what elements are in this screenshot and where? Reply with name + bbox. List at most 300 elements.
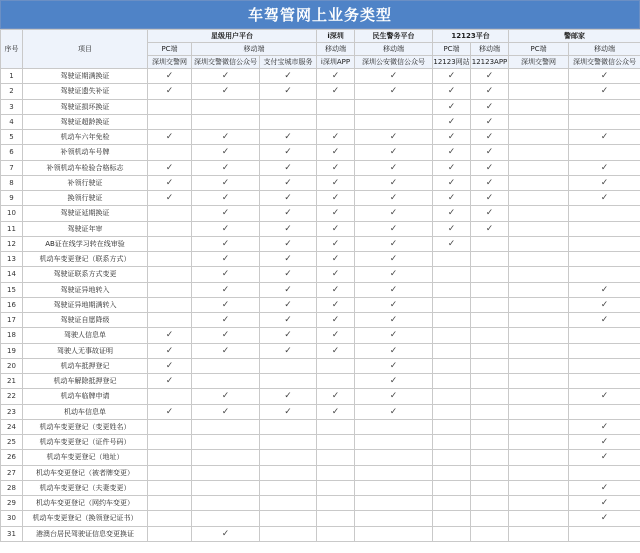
empty-cell (569, 358, 640, 373)
group-minsheng: 民生警务平台 (355, 30, 433, 43)
check-mark-icon: ✓ (355, 175, 433, 190)
empty-cell (192, 374, 260, 389)
table-row (1, 145, 640, 160)
empty-cell (148, 419, 192, 434)
empty-cell (471, 297, 509, 312)
check-mark-icon: ✓ (192, 343, 260, 358)
check-mark-icon: ✓ (317, 191, 355, 206)
check-mark-icon: ✓ (355, 267, 433, 282)
empty-cell (433, 435, 471, 450)
empty-cell (471, 252, 509, 267)
table-row (1, 252, 640, 267)
empty-cell (569, 374, 640, 389)
empty-cell (569, 343, 640, 358)
empty-cell (509, 221, 569, 236)
check-mark-icon: ✓ (192, 160, 260, 175)
row-item: 机动车抵押登记 (23, 358, 148, 373)
empty-cell (433, 480, 471, 495)
empty-cell (260, 374, 317, 389)
row-number: 31 (1, 526, 23, 541)
row-number: 29 (1, 496, 23, 511)
row-item: 驾驶证遗失补证 (23, 84, 148, 99)
check-mark-icon: ✓ (148, 328, 192, 343)
check-mark-icon: ✓ (355, 389, 433, 404)
empty-cell (260, 465, 317, 480)
check-mark-icon: ✓ (317, 404, 355, 419)
check-mark-icon: ✓ (260, 221, 317, 236)
check-mark-icon: ✓ (569, 389, 640, 404)
empty-cell (471, 328, 509, 343)
check-mark-icon: ✓ (148, 69, 192, 84)
check-mark-icon: ✓ (260, 404, 317, 419)
check-mark-icon: ✓ (433, 175, 471, 190)
empty-cell (569, 526, 640, 541)
row-number: 16 (1, 297, 23, 312)
check-mark-icon: ✓ (355, 236, 433, 251)
empty-cell (569, 99, 640, 114)
check-mark-icon: ✓ (355, 69, 433, 84)
empty-cell (509, 114, 569, 129)
check-mark-icon: ✓ (192, 206, 260, 221)
empty-cell (509, 69, 569, 84)
empty-cell (509, 252, 569, 267)
check-mark-icon: ✓ (317, 236, 355, 251)
table-row (1, 343, 640, 358)
empty-cell (509, 511, 569, 526)
empty-cell (148, 236, 192, 251)
check-mark-icon: ✓ (355, 328, 433, 343)
row-item: 驾驶证异地期满转入 (23, 297, 148, 312)
table-row (1, 404, 640, 419)
row-item: 驾驶人无事故证明 (23, 343, 148, 358)
row-number: 13 (1, 252, 23, 267)
row-item: 机动车变更登记（换领登记证书） (23, 511, 148, 526)
empty-cell (260, 435, 317, 450)
empty-cell (260, 526, 317, 541)
subgroup-mobile: 移动端 (471, 43, 509, 56)
empty-cell (509, 343, 569, 358)
group-jingyoujia: 警邮家 (509, 30, 640, 43)
row-item: 港澳台居民驾驶证信息变更换证 (23, 526, 148, 541)
empty-cell (509, 282, 569, 297)
empty-cell (433, 282, 471, 297)
row-number: 10 (1, 206, 23, 221)
empty-cell (355, 496, 433, 511)
row-item: 机动车变更登记（被者牌变更） (23, 465, 148, 480)
check-mark-icon: ✓ (192, 526, 260, 541)
row-number: 14 (1, 267, 23, 282)
row-number: 28 (1, 480, 23, 495)
check-mark-icon: ✓ (148, 358, 192, 373)
subgroup-pc: PC端 (509, 43, 569, 56)
check-mark-icon: ✓ (192, 84, 260, 99)
row-number: 8 (1, 175, 23, 190)
check-mark-icon: ✓ (569, 84, 640, 99)
empty-cell (509, 480, 569, 495)
empty-cell (317, 450, 355, 465)
check-mark-icon: ✓ (569, 511, 640, 526)
row-number: 17 (1, 313, 23, 328)
check-mark-icon: ✓ (317, 343, 355, 358)
check-mark-icon: ✓ (355, 84, 433, 99)
empty-cell (317, 99, 355, 114)
check-mark-icon: ✓ (355, 374, 433, 389)
empty-cell (355, 480, 433, 495)
row-item: 驾驶证自愿降级 (23, 313, 148, 328)
empty-cell (148, 496, 192, 511)
empty-cell (355, 114, 433, 129)
check-mark-icon: ✓ (433, 145, 471, 160)
check-mark-icon: ✓ (260, 236, 317, 251)
check-mark-icon: ✓ (569, 191, 640, 206)
empty-cell (509, 175, 569, 190)
check-mark-icon: ✓ (355, 297, 433, 312)
check-mark-icon: ✓ (148, 191, 192, 206)
check-mark-icon: ✓ (260, 313, 317, 328)
check-mark-icon: ✓ (471, 69, 509, 84)
empty-cell (509, 404, 569, 419)
subgroup-mobile: 移动端 (355, 43, 433, 56)
row-number: 23 (1, 404, 23, 419)
empty-cell (433, 419, 471, 434)
empty-cell (569, 328, 640, 343)
empty-cell (260, 496, 317, 511)
row-item: 机动车变更登记（地址） (23, 450, 148, 465)
check-mark-icon: ✓ (569, 130, 640, 145)
row-number: 19 (1, 343, 23, 358)
empty-cell (471, 511, 509, 526)
row-item: 机动车解除抵押登记 (23, 374, 148, 389)
table-row (1, 206, 640, 221)
row-item: 驾驶证损坏换证 (23, 99, 148, 114)
empty-cell (148, 282, 192, 297)
check-mark-icon: ✓ (148, 404, 192, 419)
check-mark-icon: ✓ (192, 130, 260, 145)
row-item: 机动车变更登记（变更姓名） (23, 419, 148, 434)
check-mark-icon: ✓ (260, 191, 317, 206)
table-row (1, 130, 640, 145)
empty-cell (471, 236, 509, 251)
table-row (1, 313, 640, 328)
empty-cell (260, 450, 317, 465)
empty-cell (148, 465, 192, 480)
check-mark-icon: ✓ (317, 267, 355, 282)
empty-cell (148, 450, 192, 465)
empty-cell (569, 206, 640, 221)
check-mark-icon: ✓ (192, 282, 260, 297)
row-number: 15 (1, 282, 23, 297)
check-mark-icon: ✓ (260, 252, 317, 267)
check-mark-icon: ✓ (317, 130, 355, 145)
check-mark-icon: ✓ (569, 419, 640, 434)
empty-cell (509, 313, 569, 328)
row-number: 11 (1, 221, 23, 236)
row-item: 机动车变更登记（夫妻变更） (23, 480, 148, 495)
empty-cell (260, 480, 317, 495)
check-mark-icon: ✓ (471, 130, 509, 145)
row-item: 驾驶证超龄换证 (23, 114, 148, 129)
header-no: 序号 (1, 30, 23, 69)
table-row (1, 480, 640, 495)
empty-cell (471, 465, 509, 480)
empty-cell (192, 465, 260, 480)
row-number: 4 (1, 114, 23, 129)
empty-cell (148, 267, 192, 282)
check-mark-icon: ✓ (260, 145, 317, 160)
check-mark-icon: ✓ (471, 175, 509, 190)
empty-cell (509, 419, 569, 434)
empty-cell (148, 206, 192, 221)
empty-cell (569, 267, 640, 282)
check-mark-icon: ✓ (260, 328, 317, 343)
empty-cell (471, 496, 509, 511)
check-mark-icon: ✓ (192, 328, 260, 343)
empty-cell (471, 389, 509, 404)
row-number: 21 (1, 374, 23, 389)
empty-cell (433, 267, 471, 282)
check-mark-icon: ✓ (192, 267, 260, 282)
empty-cell (260, 358, 317, 373)
check-mark-icon: ✓ (192, 236, 260, 251)
table-body (1, 69, 640, 542)
empty-cell (317, 374, 355, 389)
check-mark-icon: ✓ (260, 206, 317, 221)
empty-cell (317, 419, 355, 434)
empty-cell (317, 496, 355, 511)
channel-header: 深圳交警微信公众号 (569, 56, 640, 69)
row-item: 机动车信息单 (23, 404, 148, 419)
table-row (1, 267, 640, 282)
check-mark-icon: ✓ (148, 130, 192, 145)
check-mark-icon: ✓ (471, 160, 509, 175)
check-mark-icon: ✓ (317, 221, 355, 236)
table-row (1, 435, 640, 450)
check-mark-icon: ✓ (355, 282, 433, 297)
check-mark-icon: ✓ (317, 84, 355, 99)
empty-cell (192, 480, 260, 495)
row-number: 25 (1, 435, 23, 450)
channel-header: 支付宝城市服务 (260, 56, 317, 69)
empty-cell (433, 404, 471, 419)
check-mark-icon: ✓ (355, 145, 433, 160)
empty-cell (471, 282, 509, 297)
check-mark-icon: ✓ (355, 252, 433, 267)
check-mark-icon: ✓ (317, 282, 355, 297)
empty-cell (317, 465, 355, 480)
empty-cell (569, 404, 640, 419)
empty-cell (148, 99, 192, 114)
subgroup-pc: PC端 (148, 43, 192, 56)
check-mark-icon: ✓ (471, 84, 509, 99)
table-row (1, 328, 640, 343)
check-mark-icon: ✓ (433, 160, 471, 175)
header-item: 项目 (23, 30, 148, 69)
empty-cell (509, 450, 569, 465)
check-mark-icon: ✓ (317, 297, 355, 312)
check-mark-icon: ✓ (192, 145, 260, 160)
check-mark-icon: ✓ (355, 206, 433, 221)
check-mark-icon: ✓ (355, 404, 433, 419)
table-row (1, 221, 640, 236)
subgroup-mobile: 移动端 (569, 43, 640, 56)
check-mark-icon: ✓ (317, 389, 355, 404)
table-row (1, 450, 640, 465)
check-mark-icon: ✓ (355, 358, 433, 373)
empty-cell (433, 358, 471, 373)
check-mark-icon: ✓ (317, 313, 355, 328)
empty-cell (433, 450, 471, 465)
table-row (1, 374, 640, 389)
check-mark-icon: ✓ (471, 145, 509, 160)
check-mark-icon: ✓ (433, 114, 471, 129)
row-item: 机动车临牌申请 (23, 389, 148, 404)
check-mark-icon: ✓ (471, 191, 509, 206)
empty-cell (569, 236, 640, 251)
empty-cell (569, 252, 640, 267)
check-mark-icon: ✓ (433, 221, 471, 236)
table-row (1, 99, 640, 114)
row-item: AB证在线学习转在线审验 (23, 236, 148, 251)
row-number: 7 (1, 160, 23, 175)
check-mark-icon: ✓ (569, 313, 640, 328)
row-item: 补领行驶证 (23, 175, 148, 190)
row-item: 驾驶证期满换证 (23, 69, 148, 84)
check-mark-icon: ✓ (148, 160, 192, 175)
check-mark-icon: ✓ (317, 175, 355, 190)
table-row (1, 297, 640, 312)
row-number: 5 (1, 130, 23, 145)
empty-cell (260, 419, 317, 434)
check-mark-icon: ✓ (433, 191, 471, 206)
row-item: 机动车变更登记（网约车变更） (23, 496, 148, 511)
table-row (1, 389, 640, 404)
empty-cell (509, 206, 569, 221)
check-mark-icon: ✓ (569, 282, 640, 297)
empty-cell (509, 526, 569, 541)
empty-cell (433, 374, 471, 389)
check-mark-icon: ✓ (260, 84, 317, 99)
empty-cell (509, 130, 569, 145)
row-item: 机动车变更登记（联系方式） (23, 252, 148, 267)
check-mark-icon: ✓ (355, 221, 433, 236)
row-number: 6 (1, 145, 23, 160)
row-item: 驾驶证异地转入 (23, 282, 148, 297)
check-mark-icon: ✓ (192, 175, 260, 190)
row-number: 27 (1, 465, 23, 480)
empty-cell (471, 374, 509, 389)
empty-cell (471, 450, 509, 465)
row-number: 3 (1, 99, 23, 114)
check-mark-icon: ✓ (569, 175, 640, 190)
row-item: 补领机动车号牌 (23, 145, 148, 160)
row-item: 补领机动车检验合格标志 (23, 160, 148, 175)
check-mark-icon: ✓ (471, 221, 509, 236)
empty-cell (471, 343, 509, 358)
empty-cell (569, 221, 640, 236)
table-row (1, 526, 640, 541)
check-mark-icon: ✓ (471, 206, 509, 221)
check-mark-icon: ✓ (192, 389, 260, 404)
empty-cell (192, 358, 260, 373)
empty-cell (317, 480, 355, 495)
check-mark-icon: ✓ (317, 252, 355, 267)
empty-cell (192, 450, 260, 465)
empty-cell (192, 99, 260, 114)
empty-cell (433, 297, 471, 312)
check-mark-icon: ✓ (192, 313, 260, 328)
group-star-user: 星级用户平台 (148, 30, 317, 43)
empty-cell (355, 99, 433, 114)
table-row (1, 496, 640, 511)
row-number: 12 (1, 236, 23, 251)
empty-cell (192, 435, 260, 450)
row-item: 驾驶证延期换证 (23, 206, 148, 221)
table-row (1, 358, 640, 373)
empty-cell (509, 236, 569, 251)
check-mark-icon: ✓ (148, 175, 192, 190)
empty-cell (471, 313, 509, 328)
empty-cell (317, 526, 355, 541)
check-mark-icon: ✓ (317, 328, 355, 343)
empty-cell (355, 450, 433, 465)
empty-cell (433, 343, 471, 358)
check-mark-icon: ✓ (148, 84, 192, 99)
empty-cell (471, 480, 509, 495)
check-mark-icon: ✓ (260, 69, 317, 84)
empty-cell (260, 99, 317, 114)
row-number: 1 (1, 69, 23, 84)
check-mark-icon: ✓ (433, 69, 471, 84)
empty-cell (569, 114, 640, 129)
row-item: 驾驶证年审 (23, 221, 148, 236)
empty-cell (471, 358, 509, 373)
check-mark-icon: ✓ (192, 191, 260, 206)
check-mark-icon: ✓ (433, 206, 471, 221)
row-item: 驾驶人信息单 (23, 328, 148, 343)
empty-cell (148, 252, 192, 267)
check-mark-icon: ✓ (317, 160, 355, 175)
empty-cell (317, 114, 355, 129)
check-mark-icon: ✓ (260, 267, 317, 282)
check-mark-icon: ✓ (355, 313, 433, 328)
empty-cell (317, 435, 355, 450)
subgroup-mobile: 移动端 (317, 43, 355, 56)
empty-cell (509, 358, 569, 373)
check-mark-icon: ✓ (433, 84, 471, 99)
check-mark-icon: ✓ (260, 389, 317, 404)
table-row (1, 282, 640, 297)
empty-cell (148, 435, 192, 450)
table-row (1, 465, 640, 480)
check-mark-icon: ✓ (192, 252, 260, 267)
empty-cell (192, 114, 260, 129)
table-row (1, 175, 640, 190)
check-mark-icon: ✓ (192, 404, 260, 419)
channel-header: 深圳交警网 (148, 56, 192, 69)
empty-cell (433, 328, 471, 343)
empty-cell (509, 191, 569, 206)
channel-header: 深圳公安微信公众号 (355, 56, 433, 69)
empty-cell (509, 84, 569, 99)
row-item: 机动车六年免检 (23, 130, 148, 145)
empty-cell (148, 221, 192, 236)
table-row (1, 114, 640, 129)
check-mark-icon: ✓ (260, 282, 317, 297)
row-number: 20 (1, 358, 23, 373)
check-mark-icon: ✓ (192, 297, 260, 312)
check-mark-icon: ✓ (355, 130, 433, 145)
check-mark-icon: ✓ (260, 297, 317, 312)
